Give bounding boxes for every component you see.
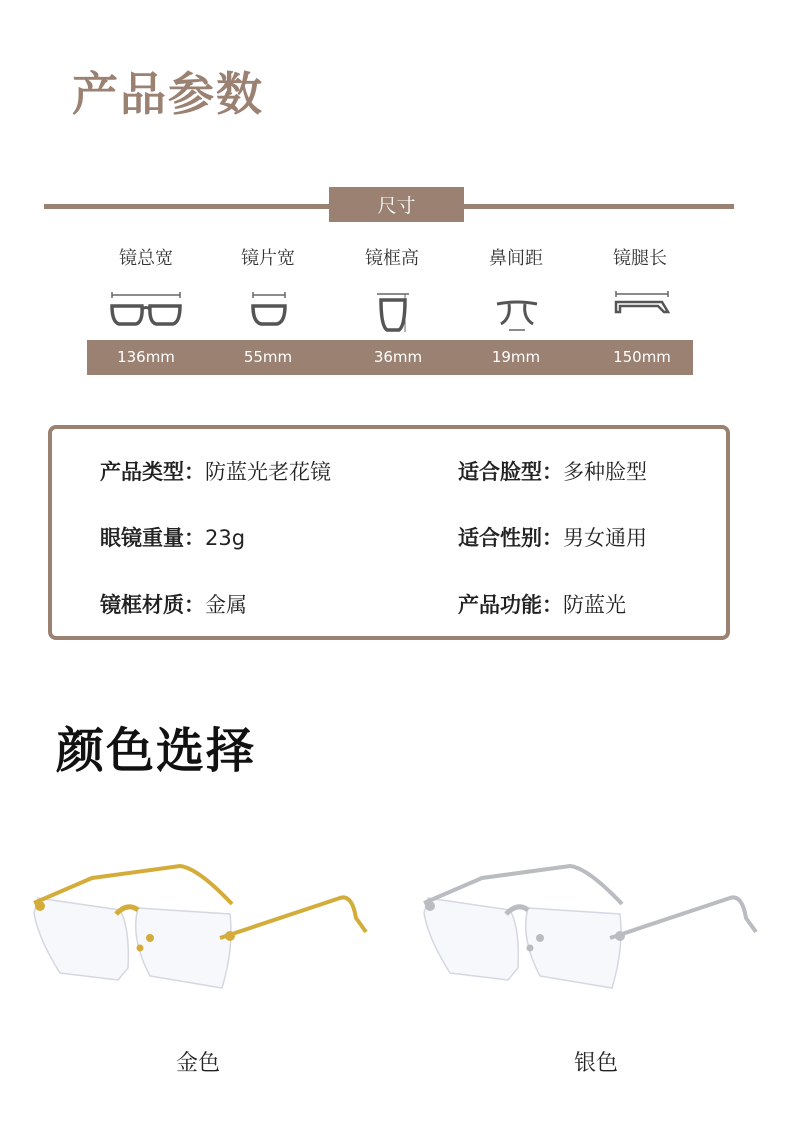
spec-frame-material: 镜框材质：金属 [100, 593, 247, 617]
spec-function: 产品功能：防蓝光 [458, 593, 626, 617]
dimension-value: 36mm [373, 348, 423, 366]
gold-glasses-image [20, 858, 380, 1008]
spec-face-shape: 适合脸型：多种脸型 [458, 460, 647, 484]
gold-color-label: 金色 [176, 1051, 221, 1076]
lens-width-icon [229, 290, 309, 334]
spec-gender: 适合性别：男女通用 [458, 526, 647, 550]
dimension-value: 136mm [117, 348, 175, 366]
temple-length-icon [602, 290, 682, 334]
dimension-label: 镜总宽 [119, 248, 173, 269]
silver-color-label: 银色 [574, 1051, 619, 1076]
dimension-label: 镜片宽 [241, 248, 295, 269]
frame-height-icon [353, 290, 433, 334]
dimension-label: 鼻间距 [489, 248, 543, 269]
params-title: 产品参数 [72, 67, 264, 121]
dimension-label: 镜框高 [365, 248, 419, 269]
spec-weight: 眼镜重量：23g [100, 526, 246, 550]
color-title: 颜色选择 [56, 723, 257, 779]
dimension-value: 19mm [491, 348, 541, 366]
size-tag: 尺寸 [329, 187, 464, 222]
dimension-value: 55mm [243, 348, 293, 366]
full-width-glasses-icon [106, 290, 186, 334]
dimension-label: 镜腿长 [613, 248, 667, 269]
silver-glasses-image [410, 858, 770, 1008]
spec-product-type: 产品类型：防蓝光老花镜 [100, 460, 331, 484]
bridge-width-icon [477, 290, 557, 334]
dimension-value: 150mm [613, 348, 671, 366]
